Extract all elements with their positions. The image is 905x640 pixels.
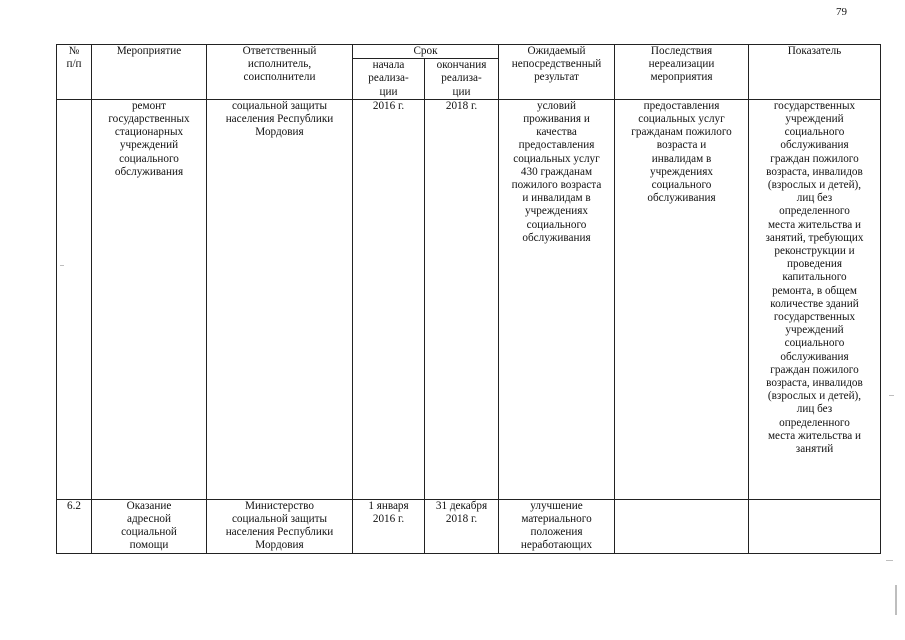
header-end: окончания реализа- ции [425, 59, 499, 100]
cell-event: ремонт государственных стационарных учреждений социального обслуживания [92, 99, 207, 499]
cell-num [57, 99, 92, 499]
cell-num: 6.2 [57, 499, 92, 553]
cell-start: 2016 г. [353, 99, 425, 499]
header-event: Мероприятие [92, 45, 207, 100]
scan-mark [895, 585, 897, 615]
cell-expected-result: улучшение материального положения неработающих [499, 499, 615, 553]
cell-end: 31 декабря 2018 г. [425, 499, 499, 553]
cell-consequences: предоставления социальных услуг гражданам пожилого возраста и инвалидам в учреждениях социального обслуживания [615, 99, 749, 499]
table-row [57, 99, 881, 499]
page-number: 79 [836, 6, 847, 18]
scan-mark [60, 265, 64, 266]
header-indicator: Показатель [749, 45, 881, 100]
header-start: начала реализа- ции [353, 59, 425, 100]
cell-consequences [615, 499, 749, 553]
cell-event: Оказание адресной социальной помощи [92, 499, 207, 553]
cell-responsible: Министерство социальной защиты населения Республики Мордовия [207, 499, 353, 553]
header-period: Срок [353, 45, 499, 59]
header-row [57, 45, 881, 59]
measures-table [56, 44, 881, 554]
header-responsible: Ответственный исполнитель, соисполнители [207, 45, 353, 100]
scan-mark [889, 395, 894, 396]
header-num: № п/п [57, 45, 92, 100]
header-expected-result: Ожидаемый непосредственный результат [499, 45, 615, 100]
scan-mark [886, 560, 893, 561]
cell-indicator [749, 499, 881, 553]
header-consequences: Последствия нереализации мероприятия [615, 45, 749, 100]
cell-responsible: социальной защиты населения Республики Мордовия [207, 99, 353, 499]
cell-end: 2018 г. [425, 99, 499, 499]
table-row [57, 499, 881, 553]
cell-expected-result: условий проживания и качества предоставления социальных услуг 430 гражданам пожилого возраста и инвалидам в учреждениях социального обслуживания [499, 99, 615, 499]
cell-indicator: государственных учреждений социального обслуживания граждан пожилого возраста, инвалидов (взрослых и детей), лиц без определенного места жительства и занятий, требующих реконструкции и проведения капитального ремонта, в общем количестве зданий государственных учреждений социального обслуживания граждан пожилого возраста, инвалидов (взрослых и детей), лиц без определенного места жительства и занятий [749, 99, 881, 499]
cell-start: 1 января 2016 г. [353, 499, 425, 553]
